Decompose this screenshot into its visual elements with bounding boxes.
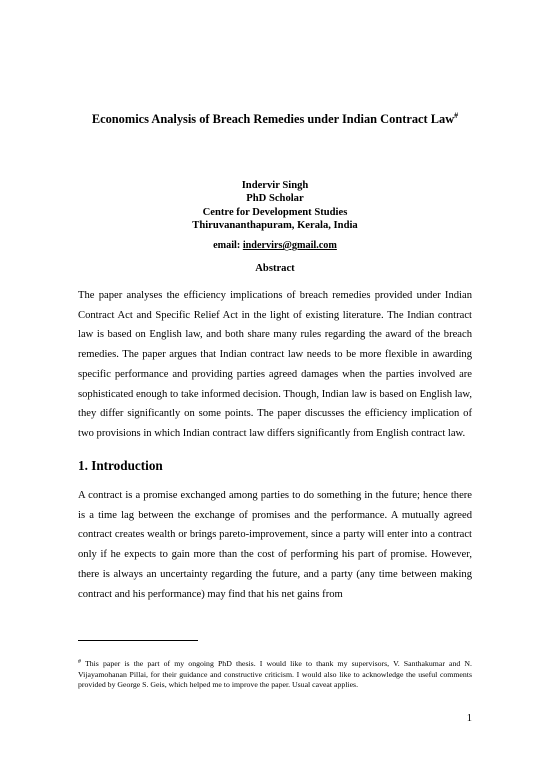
paper-title	[0, 108, 550, 127]
author-email-line	[0, 239, 550, 252]
footnote-text: This paper is the part of my ongoing PhD thesis. I would like to thank my supervisors, V. Santhakumar and N. Vijayamohanan Pillai, for their guidance and constructive criticism. I would also like to acknowledge the useful comments provided by George S. Geis, which helped me to improve the paper. Usual caveat applies.	[78, 659, 472, 690]
author-email-link[interactable]: indervirs@gmail.com	[242, 240, 337, 252]
introduction-text: A contract is a promise exchanged among parties to do something in the future; hence there is a time lag between the exchange of promises and the performance. A mutually agreed contract creates wealth or brings pareto-improvement, since a party will enter into a contract only if he expects to gain more than the cost of performing his part of promise. However, there is always an uncertainty regarding the future, and a party (any time between making contract and his performance) may find that his net gains from	[78, 490, 472, 600]
email-label: email:	[213, 240, 243, 252]
paper-title-text: Economics Analysis of Breach Remedies under Indian Contract Law	[91, 112, 455, 126]
title-footnote-mark: #	[454, 111, 459, 120]
author-position: PhD Scholar	[246, 193, 304, 205]
footnote	[78, 657, 472, 691]
page-number: 1	[466, 713, 472, 724]
section-heading-introduction: 1. Introduction	[78, 458, 163, 473]
author-location: Thiruvananthapuram, Kerala, India	[192, 219, 358, 231]
author-name: Indervir Singh	[241, 180, 309, 191]
abstract-text: The paper analyses the efficiency implications of breach remedies provided under Indian Contract Act and Specific Relief Act in the light of existing literature. The Indian contract law is based on English law, and both share many rules regarding the award of the breach remedies. The paper argues that Indian contract law needs to be more flexible in awarding specific performance and providing parties agreed damages when the parties involved are sophisticated enough to take informed decision. Though, Indian law is based on English law, they differ significantly on some points. The paper discusses the efficiency implication of two provisions in which Indian contract law differs significantly from English contract law.	[78, 290, 472, 439]
footnote-divider	[78, 640, 198, 641]
author-block	[0, 179, 550, 252]
abstract-heading: Abstract	[255, 263, 295, 274]
author-institution: Centre for Development Studies	[202, 206, 348, 218]
footnote-mark: #	[78, 659, 81, 665]
